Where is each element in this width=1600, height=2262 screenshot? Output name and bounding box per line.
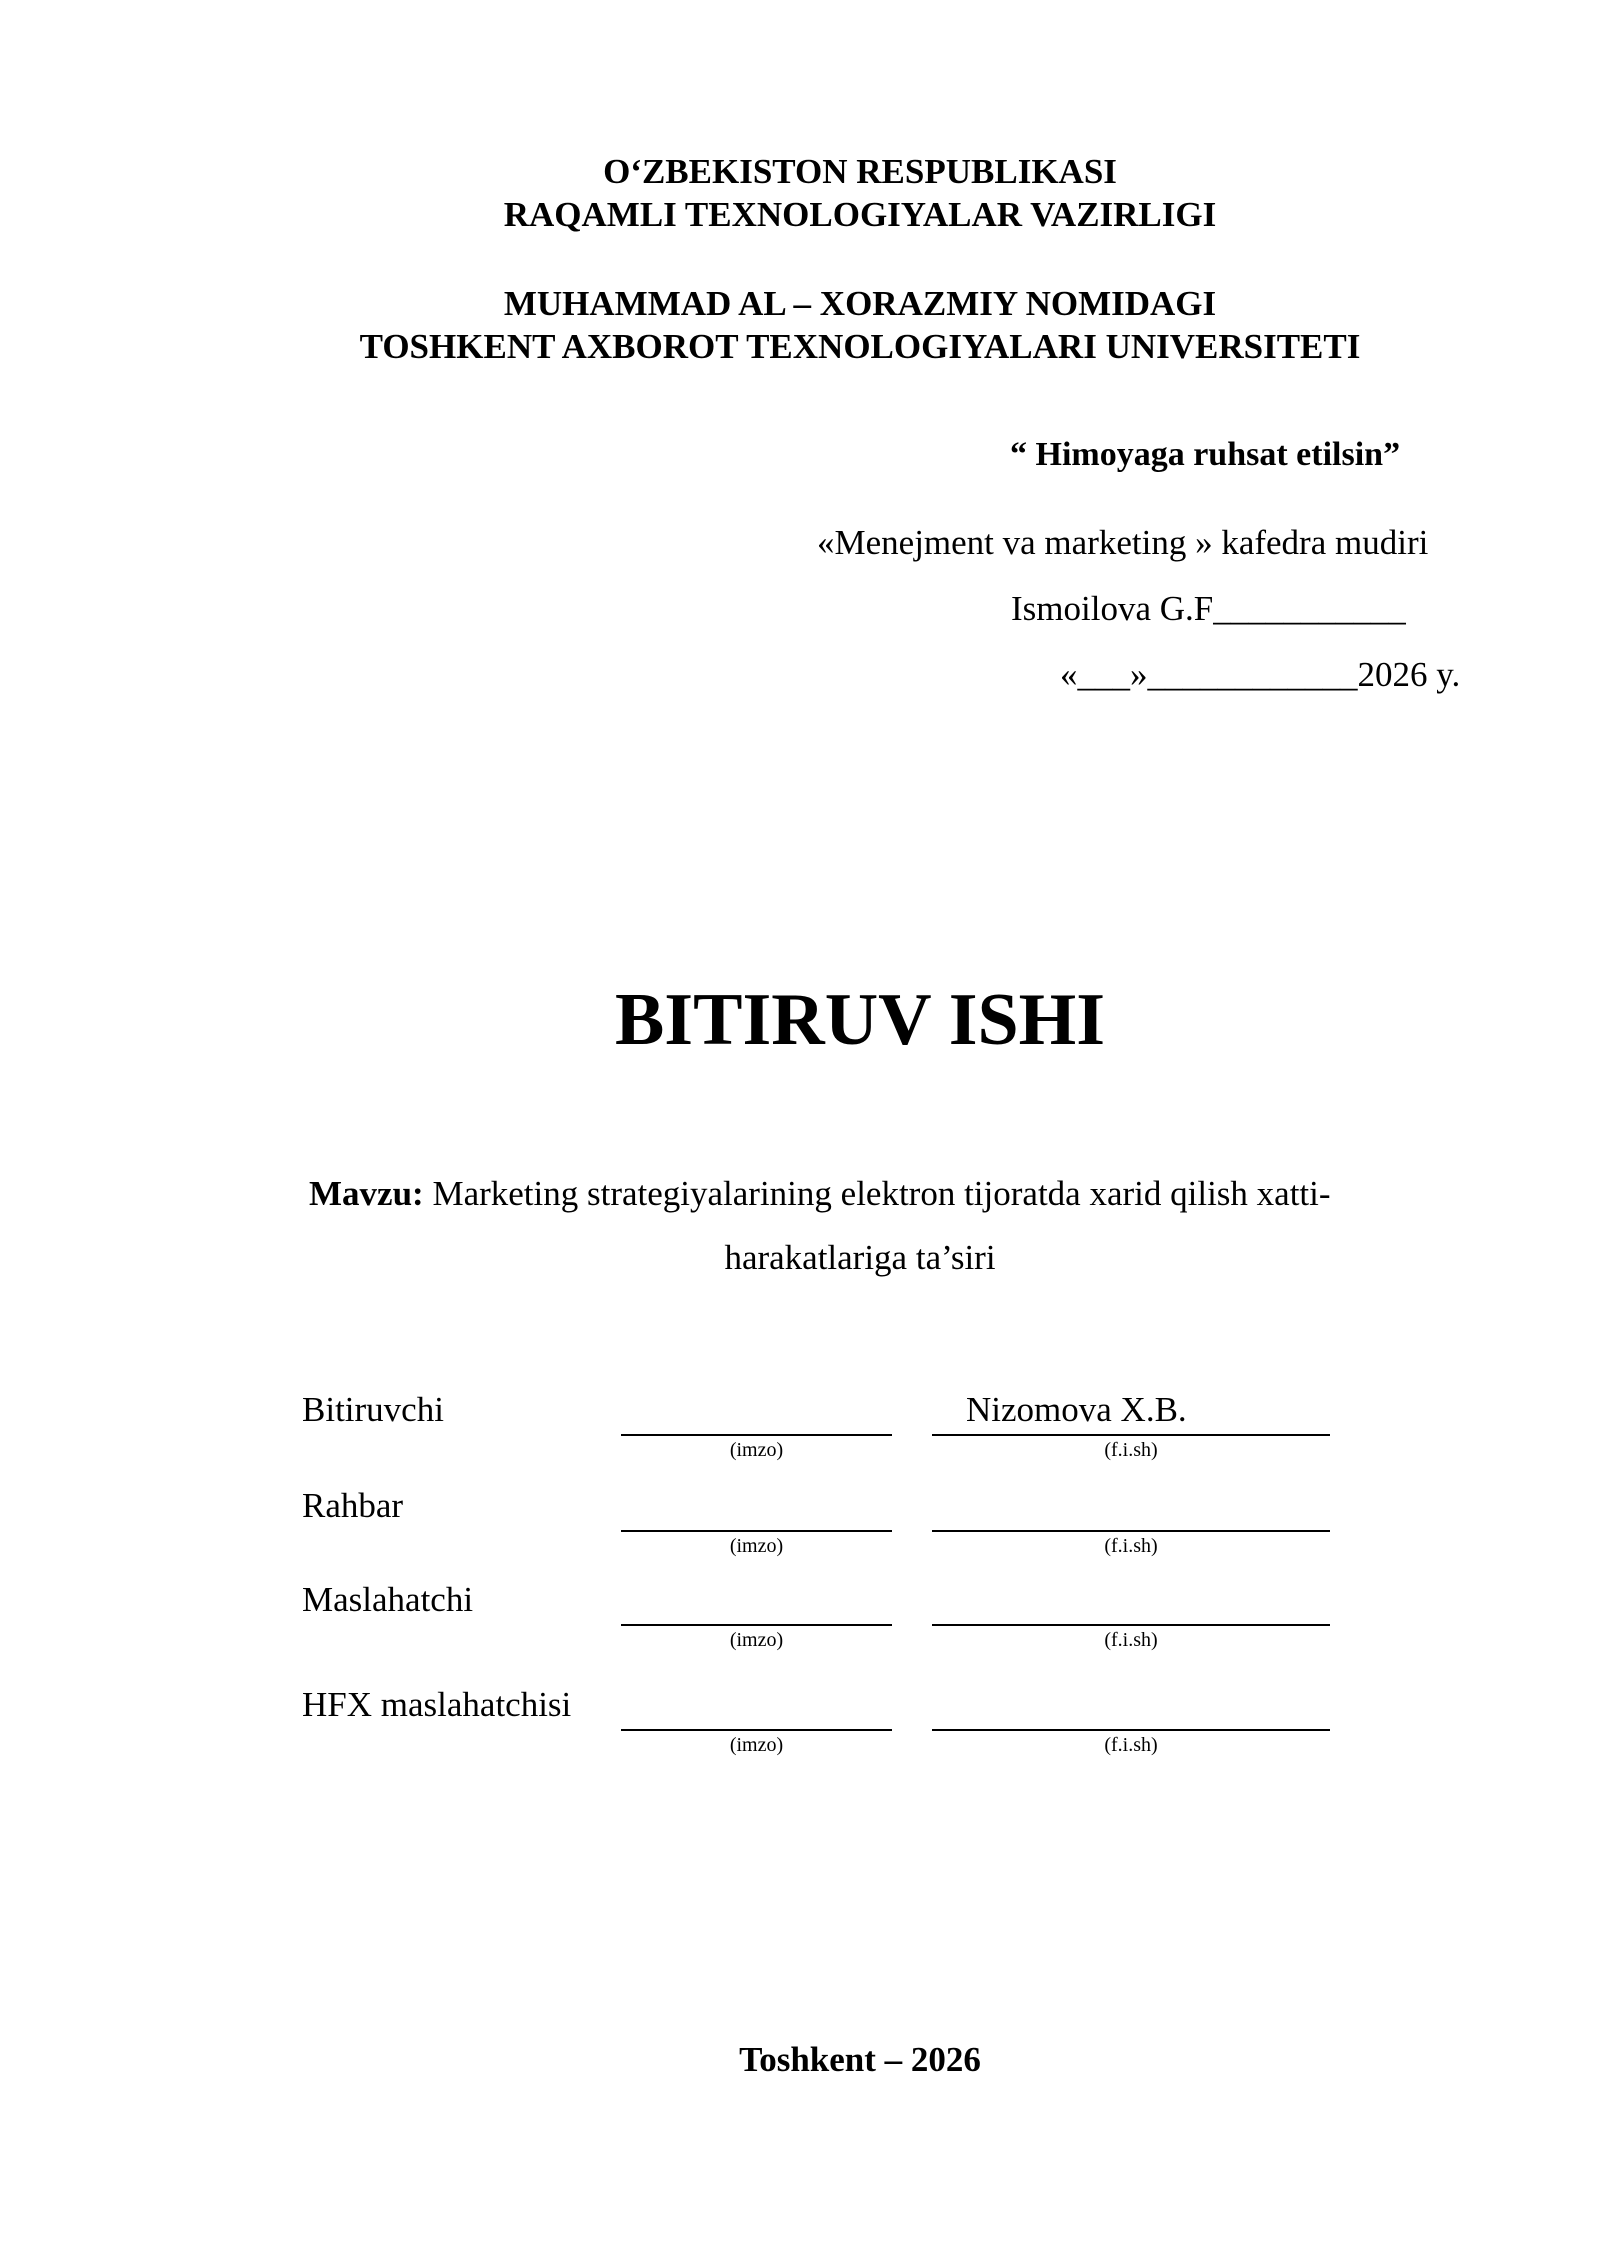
sign-caption: (imzo): [729, 1734, 784, 1756]
department-head-line: «Menejment va marketing » kafedra mudiri: [817, 523, 1429, 562]
sign-caption: (imzo): [729, 1629, 784, 1651]
topic-line-1: [309, 1174, 1331, 1214]
name-line: [932, 1729, 1330, 1731]
document-title: BITIRUV ISHI: [614, 979, 1106, 1061]
signature-role: HFX maslahatchisi: [302, 1685, 572, 1724]
name-caption: (f.i.sh): [1104, 1629, 1158, 1651]
signature-name: Nizomova X.B.: [966, 1390, 1187, 1429]
name-caption: (f.i.sh): [1104, 1734, 1158, 1756]
signature-line: [621, 1729, 892, 1731]
name-caption: (f.i.sh): [1104, 1535, 1158, 1557]
ministry-line-2: RAQAMLI TEXNOLOGIYALAR VAZIRLIGI: [503, 195, 1217, 234]
topic-text-1: Marketing strategiyalarining elektron tijoratda xarid qilish xatti-: [432, 1174, 1331, 1213]
name-line: [932, 1530, 1330, 1532]
signature-line: [621, 1624, 892, 1626]
university-line-1: MUHAMMAD AL – XORAZMIY NOMIDAGI: [503, 284, 1217, 323]
sign-caption: (imzo): [729, 1439, 784, 1461]
topic-label: Mavzu:: [309, 1174, 424, 1213]
signature-role: Rahbar: [302, 1486, 404, 1525]
place-year: Toshkent – 2026: [739, 2040, 981, 2079]
university-line-2: TOSHKENT AXBOROT TEXNOLOGIYALARI UNIVERSITETI: [359, 327, 1361, 366]
name-caption: (f.i.sh): [1104, 1439, 1158, 1461]
signature-role: Maslahatchi: [302, 1580, 474, 1619]
approval-title: “ Himoyaga ruhsat etilsin”: [1010, 436, 1401, 473]
signature-role: Bitiruvchi: [302, 1390, 444, 1429]
signature-line: [621, 1530, 892, 1532]
head-name-line: Ismoilova G.F___________: [1011, 589, 1406, 628]
approval-date-line: «___»____________2026 y.: [1060, 655, 1461, 694]
topic-line-2: harakatlariga ta’siri: [724, 1238, 996, 1277]
name-line: [932, 1434, 1330, 1436]
ministry-line-1: O‘ZBEKISTON RESPUBLIKASI: [603, 152, 1117, 191]
name-line: [932, 1624, 1330, 1626]
signature-line: [621, 1434, 892, 1436]
sign-caption: (imzo): [729, 1535, 784, 1557]
